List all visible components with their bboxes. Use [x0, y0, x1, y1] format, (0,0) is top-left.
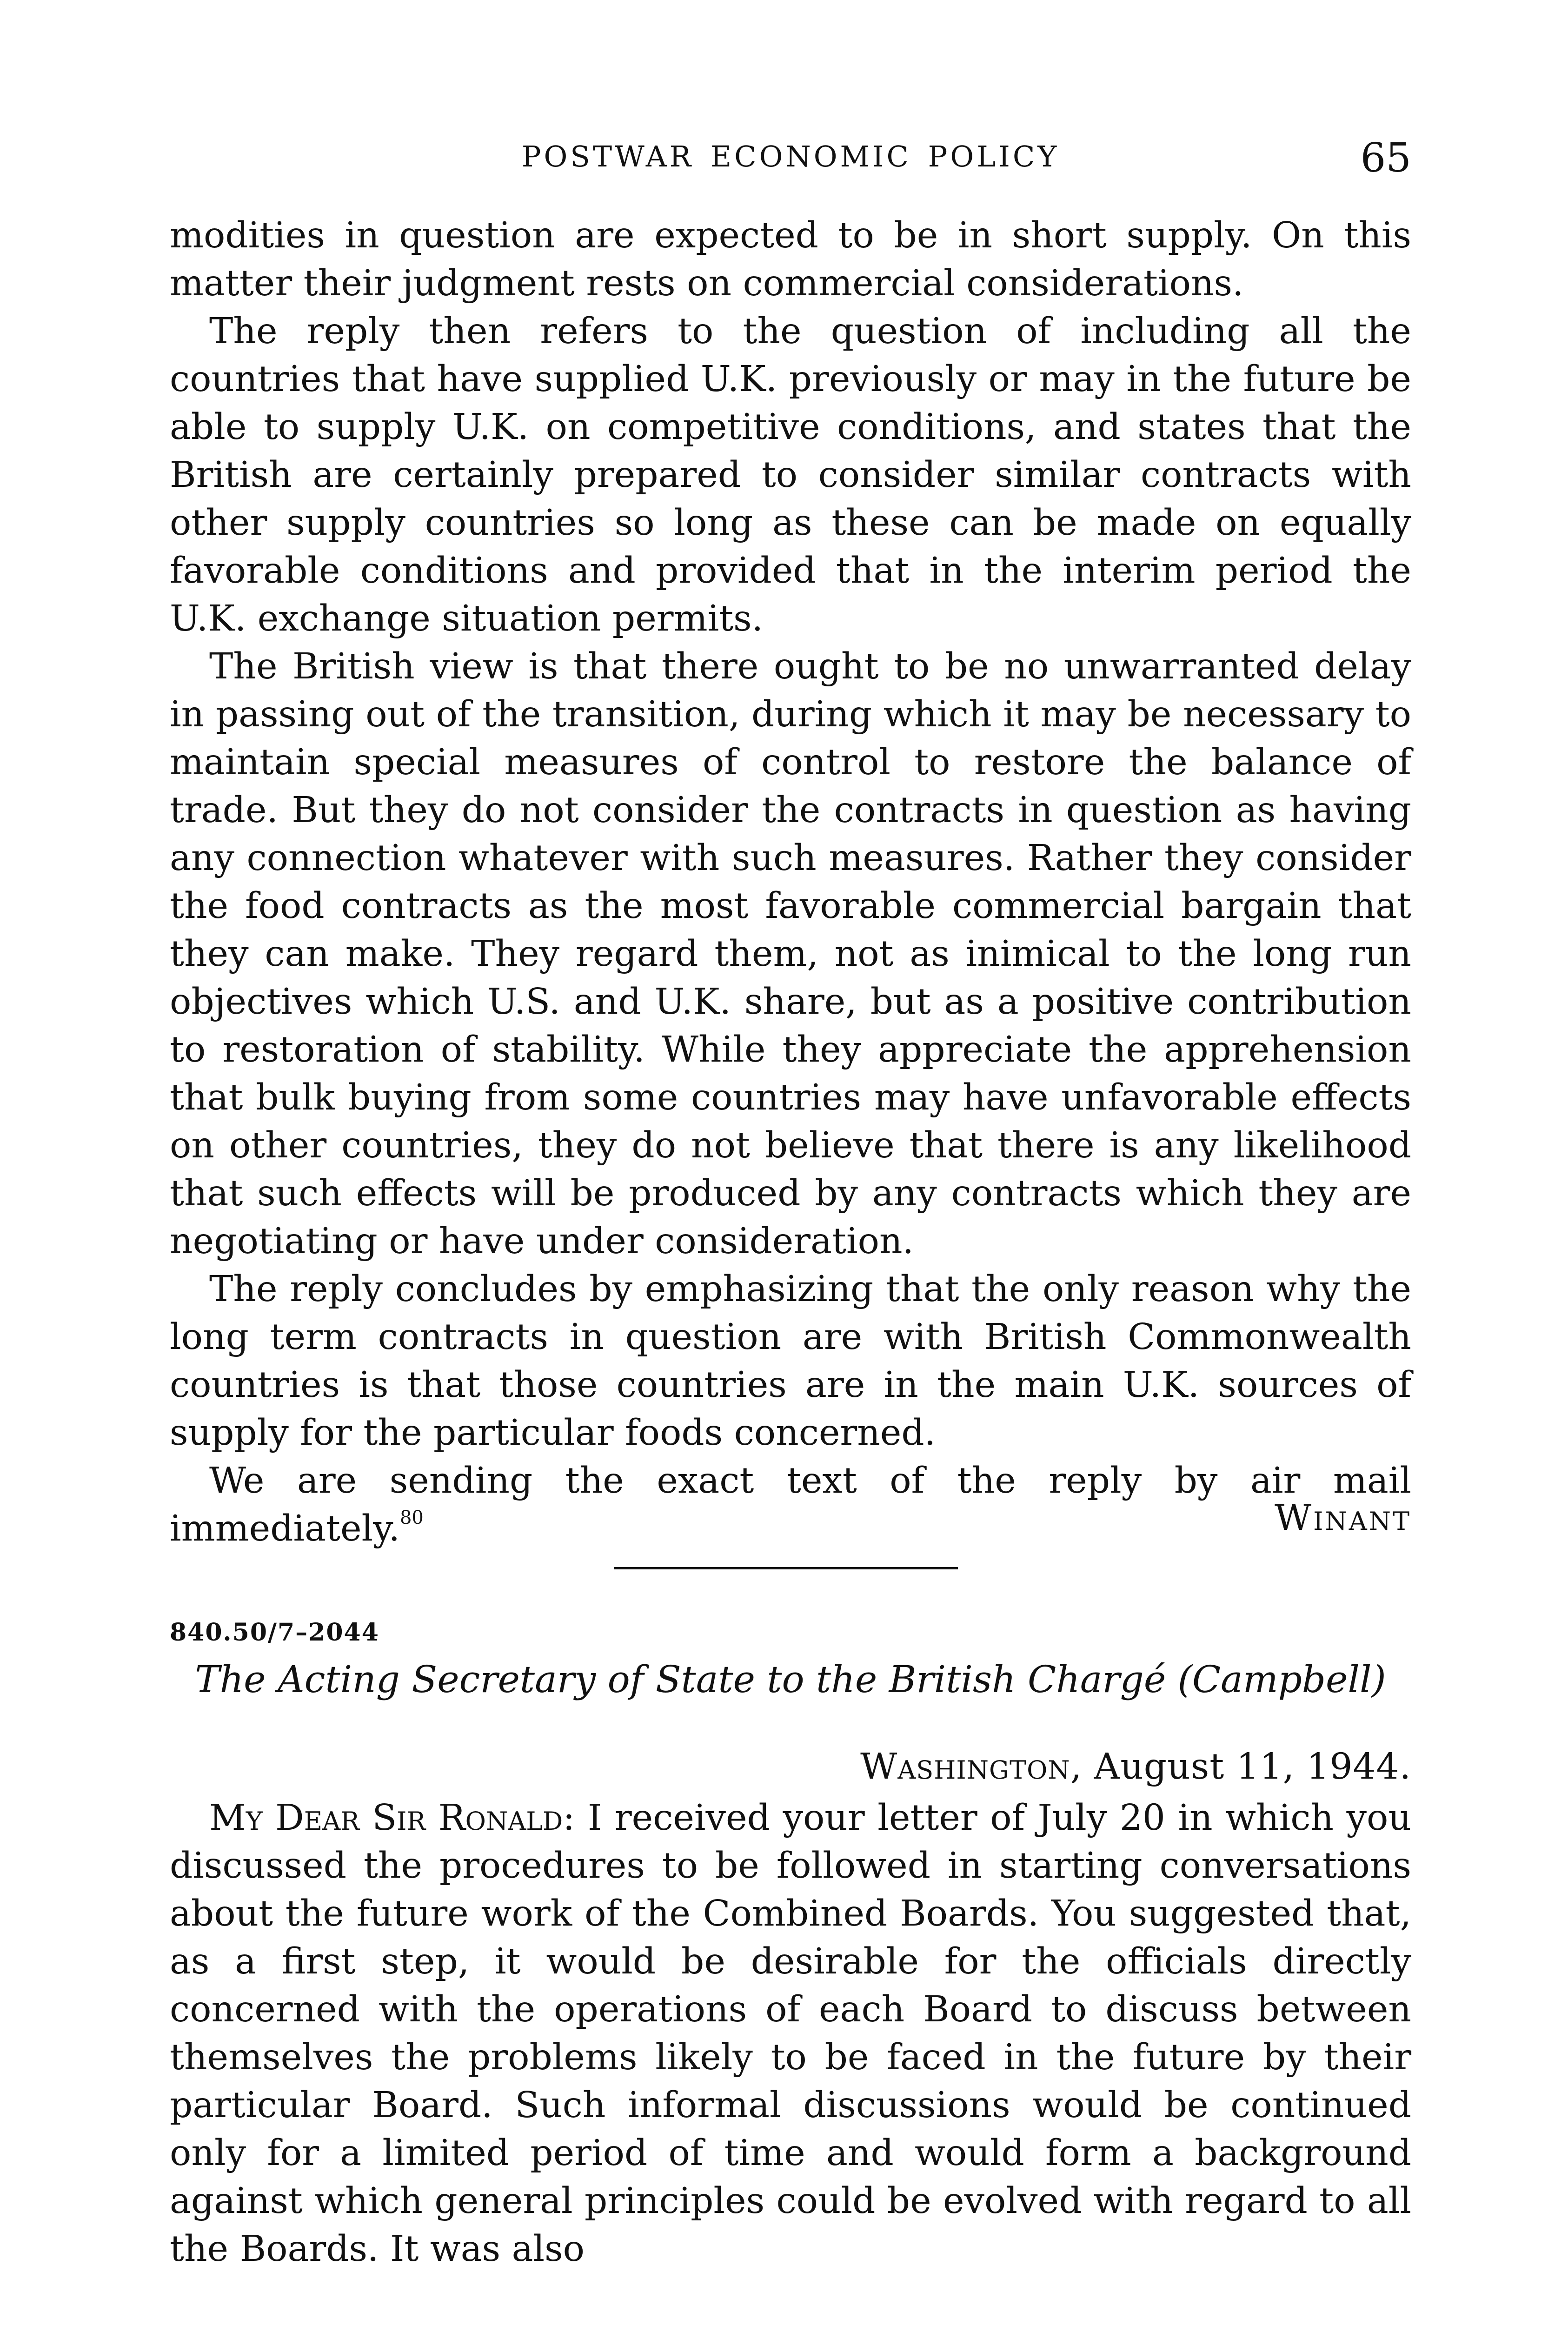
running-head	[170, 135, 1411, 186]
paragraph: The British view is that there ought to be no unwarranted delay in passing out of the transition, during which it may be necessary to maintain special measures of control to restore the balance of trade. But they do not consider the contracts in question as having any connection whatever with such measures. Rather they consider the food contracts as the most favorable commercial bargain that they can make. They regard them, not as inimical to the long run objectives which U.S. and U.K. share, but as a positive contribution to restoration of stability. While they appreciate the apprehension that bulk buying from some countries may have unfavorable effects on other countries, they do not believe that there is any likelihood that such effects will be produced by any contracts which they are negotiating or have under consideration.	[170, 646, 1411, 1262]
dateline-date: , August 11, 1944.	[1070, 1746, 1411, 1787]
footnote-reference: 80	[399, 1507, 424, 1528]
letter-text: : I received your letter of July 20 in which you discussed the procedures to be followed in starting conversations about the future work of the Combined Boards. You suggested that, as a first step, it would be desirable for the officials directly concerned with the operations of each Board to discuss between themselves the problems likely to be faced in the future by their particular Board. Such informal discussions would be continued only for a limited period of time and would form a background against which general principles could be evolved with regard to all the Boards. It was also	[170, 1797, 1411, 2270]
file-number: 840.50/7–2044	[170, 1618, 379, 1647]
dateline	[860, 1746, 1411, 1787]
paragraph: The reply then refers to the question of including all the countries that have supplied U.K. previously or may in the future be able to supply U.K. on competitive conditions, and states that the British are certainly prepared to consider similar contracts with other supply countries so long as these can be made on equally favorable conditions and provided that in the interim period the U.K. exchange situation permits.	[170, 311, 1411, 639]
telegram-body	[170, 212, 1411, 1553]
signature: Winant	[1275, 1497, 1411, 1539]
dateline-place: Washington	[860, 1746, 1070, 1787]
document-title: The Acting Secretary of State to the British Chargé (Campbell)	[195, 1658, 1386, 1701]
paragraph-text: We are sending the exact text of the reply by air mail immediately.	[170, 1460, 1411, 1549]
paragraph	[170, 1794, 1411, 2273]
paragraph-last	[170, 1457, 1411, 1553]
page-number: 65	[1360, 135, 1411, 181]
running-title: POSTWAR ECONOMIC POLICY	[521, 140, 1060, 173]
paragraph: The reply concludes by emphasizing that the only reason why the long term contracts in question are with British Commonwealth countries is that those countries are in the main U.K. sources of supply for the particular foods concerned.	[170, 1269, 1411, 1454]
paragraph: modities in question are expected to be in short supply. On this matter their judgment rests on commercial considerations.	[170, 215, 1411, 304]
letter-body	[170, 1794, 1411, 2273]
section-divider	[614, 1567, 958, 1569]
salutation: My Dear Sir Ronald	[209, 1797, 563, 1839]
